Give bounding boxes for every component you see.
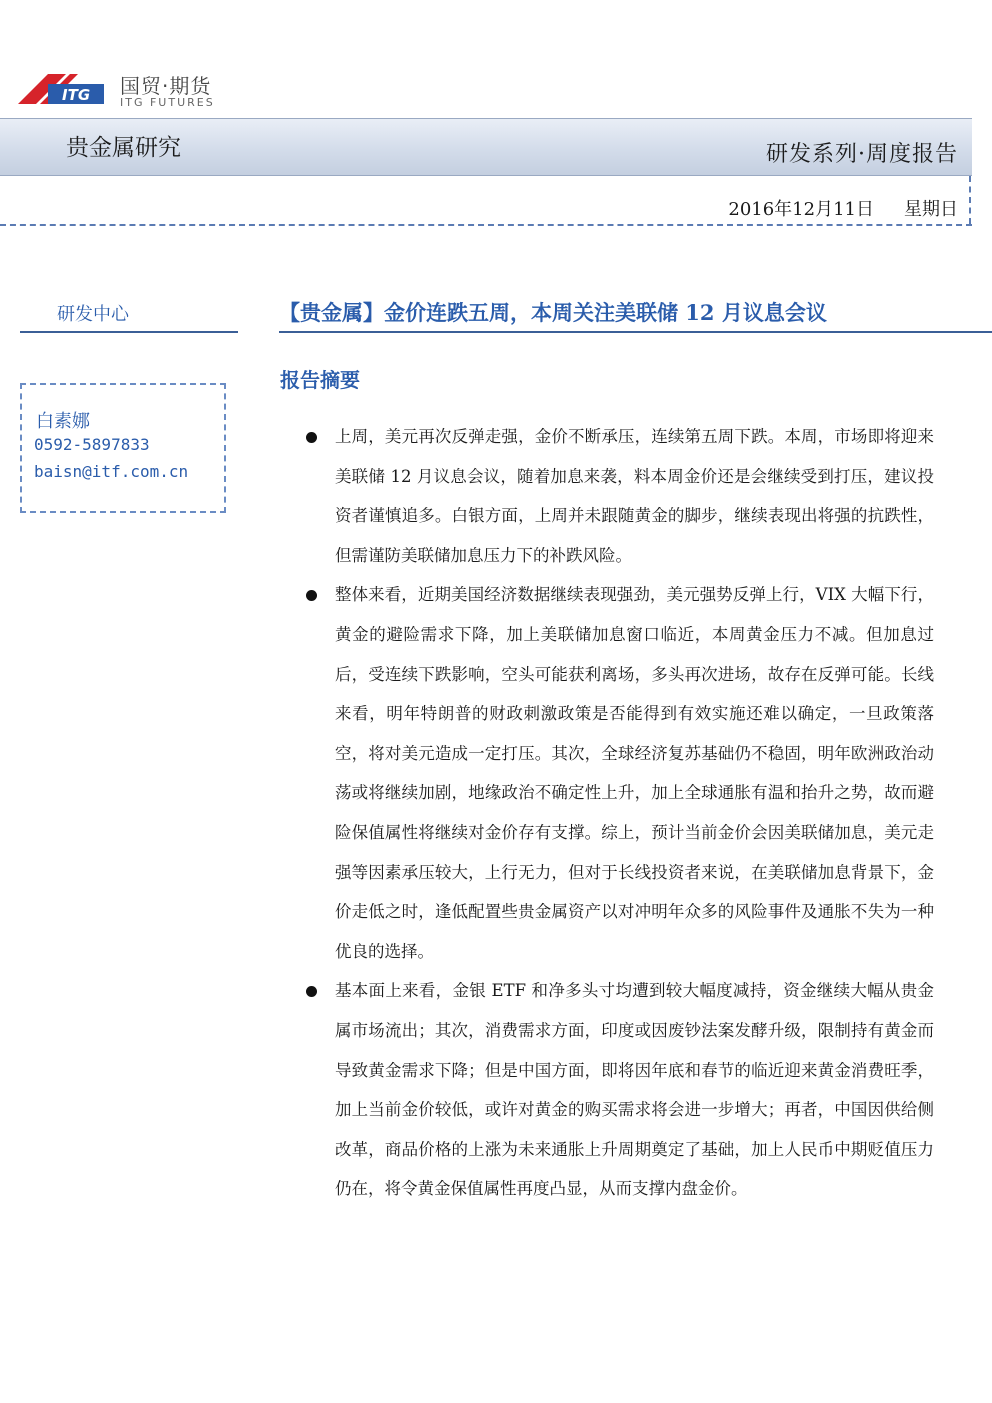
analyst-name: 白素娜 [36, 411, 90, 432]
logo-chinese-name: 国贸·期货 [120, 74, 212, 98]
section-name: 贵金属研究 [66, 135, 181, 161]
report-weekday: 星期日 [904, 199, 958, 220]
itg-logo-mark-icon [18, 66, 114, 114]
summary-item-text: 基本面上来看，金银 ETF 和净多头寸均遭到较大幅度减持，资金继续大幅从贵金属市场流出；其次，消费需求方面，印度或因废钞法案发酵升级，限制持有黄金而导致黄金需求下降；但是中国方面，即将因年底和春节的临近迎来黄金消费旺季，加上当前金价较低，或许对黄金的购买需求将会进一步增大；再者，中国因供给侧改革，商品价格的上涨为未来通胀上升周期奠定了基础，加上人民币中期贬值压力仍在，将令黄金保值属性再度凸显，从而支撑内盘金价。 [335, 981, 934, 1199]
logo-mark-text: ITG [62, 86, 91, 104]
analyst-phone: 0592-5897833 [34, 435, 150, 454]
summary-item [306, 575, 934, 971]
analyst-email: baisn@itf.com.cn [34, 462, 189, 481]
summary-item [306, 971, 934, 1209]
summary-item-text: 整体来看，近期美国经济数据继续表现强劲，美元强势反弹上行，VIX 大幅下行，黄金的避险需求下降，加上美联储加息窗口临近，本周黄金压力不减。但加息过后，受连续下跌影响，空头可能获利离场，多头再次进场，故存在反弹可能。长线来看，明年特朗普的财政刺激政策是否能得到有效实施还难以确定，一旦政策落空，将对美元造成一定打压。其次，全球经济复苏基础仍不稳固，明年欧洲政治动荡或将继续加剧，地缘政治不确定性上升，加上全球通胀有温和抬升之势，故而避险保值属性将继续对金价存有支撑。综上，预计当前金价会因美联储加息，美元走强等因素承压较大，上行无力，但对于长线投资者来说，在美联储加息背景下，金价走低之时，逢低配置些贵金属资产以对冲明年众多的风险事件及通胀不失为一种优良的选择。 [335, 585, 934, 961]
header-divider-vertical [969, 176, 971, 224]
summary-item [306, 417, 934, 575]
bullet-icon [306, 986, 317, 997]
summary-heading: 报告摘要 [280, 368, 360, 392]
summary-item-text: 上周，美元再次反弹走强，金价不断承压，连续第五周下跌。本周，市场即将迎来美联储 12 月议息会议，随着加息来袭，料本周金价还是会继续受到打压，建议投资者谨慎追多。白银方面，上周并未跟随黄金的脚步，继续表现出将强的抗跌性，但需谨防美联储加息压力下的补跌风险。 [335, 427, 934, 565]
logo-english-name: ITG FUTURES [120, 96, 215, 109]
report-date-row [728, 195, 958, 221]
summary-list [306, 417, 934, 1209]
bullet-icon [306, 590, 317, 601]
analyst-contact-box [20, 383, 226, 513]
header-banner [0, 118, 972, 176]
sidebar-rule [20, 331, 238, 333]
report-series: 研发系列·周度报告 [766, 142, 958, 167]
sidebar-title: 研发中心 [57, 304, 129, 325]
report-title-rule [279, 331, 992, 333]
report-date: 2016年12月11日 [728, 199, 874, 220]
bullet-icon [306, 432, 317, 443]
report-title: 【贵金属】金价连跌五周，本周关注美联储 12 月议息会议 [279, 300, 827, 325]
company-logo [18, 66, 218, 114]
header-divider-dashed [0, 224, 972, 226]
